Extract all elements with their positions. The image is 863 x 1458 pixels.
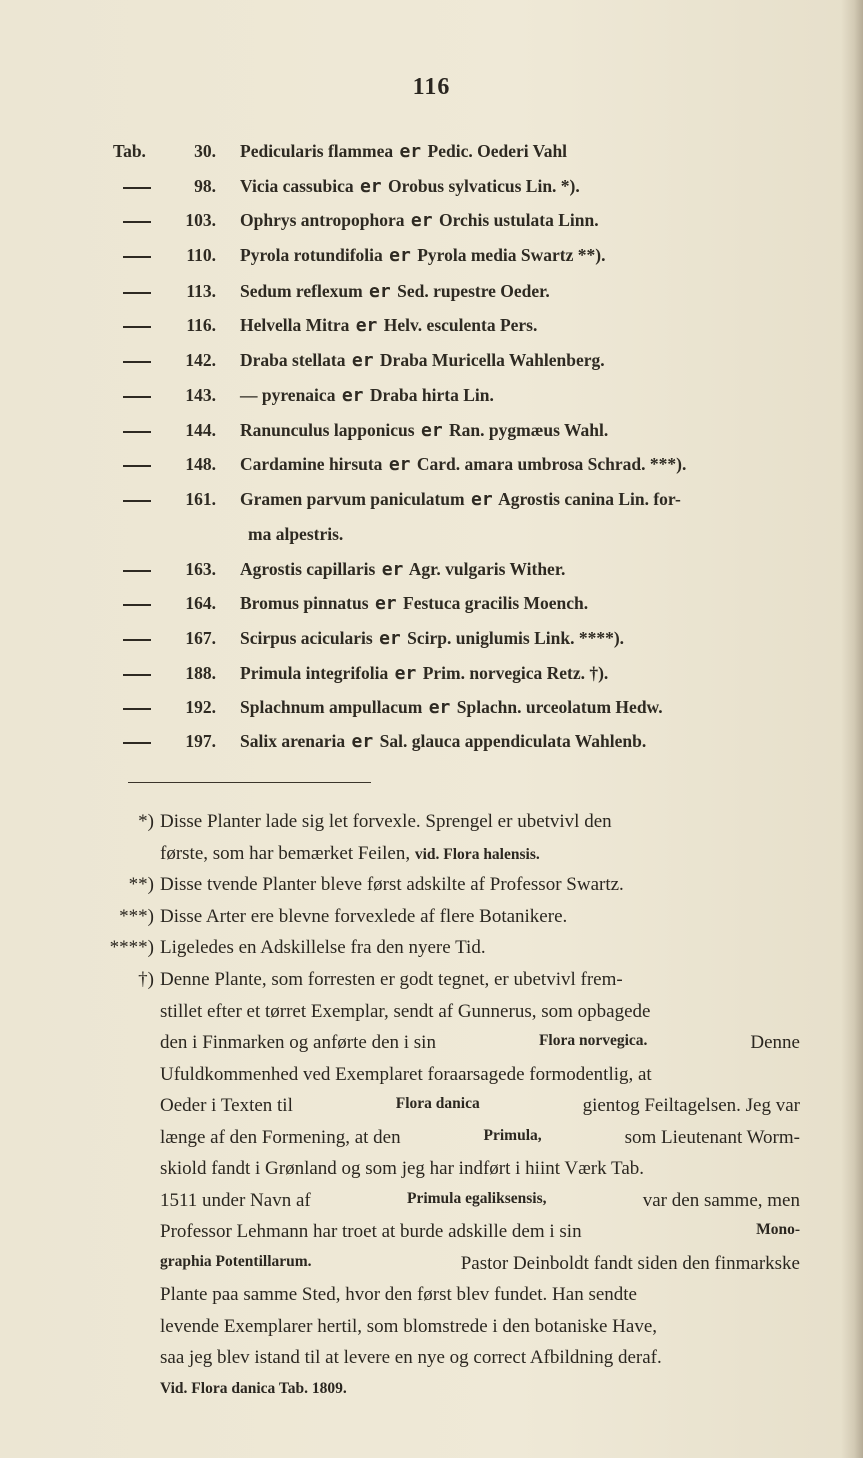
footnote-text: Denne [750,1032,800,1053]
footnote-line: levende Exemplarer hertil, som blomstrede i den botaniske Have, [160,1316,658,1337]
latin-text: Flora norvegica. [538,1032,648,1049]
ditto-dash [113,385,175,406]
er-word: er [389,245,411,266]
table-row [0,281,863,309]
table-row [0,697,863,725]
footnote-text: længe af den Formening, at den [160,1127,401,1148]
table-row [0,593,863,621]
er-word: er [381,559,404,580]
ditto-dash [113,628,175,649]
ditto-dash [113,281,175,302]
species-name: — pyrenaica [240,385,336,405]
tab-label: Tab. [113,141,146,161]
synonym-name: Sed. rupestre Oeder. [397,281,550,301]
latin-text: Primula egaliksensis, [406,1190,547,1207]
footnote-line: Plante paa samme Sted, hvor den først blev fundet. Han sendte [160,1284,637,1305]
er-word: er [351,350,374,371]
table-row [0,176,863,204]
footnote-text: som Lieutenant Worm- [624,1127,800,1148]
footnote-line: Disse Arter ere blevne forvexlede af flere Botanikere. [160,906,568,927]
species-name: Gramen parvum paniculatum [240,489,465,509]
species-name: Draba stellata [240,350,346,370]
er-word: er [355,315,378,336]
footnote-line [160,1032,800,1060]
table-row [0,350,863,378]
er-word: er [369,281,391,302]
footnote-line: Disse Planter lade sig let forvexle. Sprengel er ubetvivl den [160,811,612,832]
footnote-line: stillet efter et tørret Exemplar, sendt af Gunnerus, som opbagede [160,1001,651,1022]
footnote-text: var den samme, men [642,1190,800,1211]
entry [240,176,580,197]
entry [240,245,605,266]
plate-number: 110. [186,245,216,265]
footnote-text: Professor Lehmann har troet at burde adskille dem i sin [160,1221,582,1242]
synonym-name: Ran. pygmæus Wahl. [449,420,609,440]
table-row [0,454,863,482]
plate-number: 116. [186,315,216,335]
ditto-dash [113,245,175,266]
synonym-name: Pedic. Oederi Vahl [427,141,568,161]
er-word: er [351,731,374,752]
entry [240,385,494,406]
table-row [0,210,863,238]
plate-number: 142. [185,350,216,370]
footnote-mark: *) [138,811,154,832]
ditto-dash [113,176,175,197]
synonym-name: Pyrola media Swartz **). [417,245,606,265]
latin-text: Flora danica [395,1095,480,1112]
table-row [0,489,863,517]
table-row-continuation [0,524,863,552]
plate-number: 103. [185,210,216,230]
er-word: er [374,593,397,614]
plate-number: 143. [185,385,216,405]
entry [240,731,646,752]
species-name: Vicia cassubica [240,176,354,196]
ditto-dash [113,593,175,614]
entry [240,281,550,302]
species-name: Bromus pinnatus [240,593,369,613]
er-word: er [394,663,417,684]
table-row [0,663,863,691]
species-name: Primula integrifolia [240,663,389,683]
table-row [0,559,863,587]
plate-number: 161. [185,489,216,509]
footnote-line: saa jeg blev istand til at levere en nye og correct Afbildning deraf. [160,1347,662,1368]
footnote-line [160,1127,800,1155]
footnote-text: gientog Feiltagelsen. Jeg var [582,1095,800,1116]
footnote-line [160,1095,800,1123]
species-name: Cardamine hirsuta [240,454,383,474]
footnote-line: Ufuldkommenhed ved Exemplaret foraarsagede formodentlig, at [160,1064,652,1085]
synonym-name: Card. amara umbrosa Schrad. ***). [416,454,687,474]
synonym-name: Festuca gracilis Moench. [403,593,589,613]
entry [240,697,663,718]
footnote-text: Oeder i Texten til [160,1095,293,1116]
species-name: Salix arenaria [240,731,346,751]
er-word: er [399,141,422,162]
entry [240,663,608,684]
plate-number: 113. [186,281,216,301]
species-name: Ranunculus lapponicus [240,420,415,440]
page-number: 116 [412,74,451,100]
entry [240,489,681,510]
synonym-name: Orchis ustulata Linn. [438,210,599,230]
plate-number: 192. [185,697,216,717]
species-name: Ophrys antropophora [240,210,405,230]
table-row [0,315,863,343]
entry-continuation: ma alpestris. [248,524,344,544]
species-name: Sedum reflexum [240,281,363,301]
footnote-mark: ***) [119,906,154,927]
ditto-dash [113,489,175,510]
ditto-dash [113,315,175,336]
er-word: er [379,628,401,649]
footnote-text: 1511 under Navn af [160,1190,311,1211]
entry [240,141,567,162]
er-word: er [359,176,382,197]
entry [240,315,537,336]
plate-number: 30. [194,141,216,161]
plate-number: 167. [185,628,216,648]
footnote-text: den i Finmarken og anførte den i sin [160,1032,436,1053]
footnote-text: Pastor Deinboldt fandt siden den finmarkske [460,1253,800,1274]
synonym-name: Draba hirta Lin. [369,385,494,405]
footnote-mark: **) [128,874,154,895]
table-row [0,385,863,413]
er-word: er [341,385,364,406]
ditto-dash [113,420,175,441]
footnote-line: Disse tvende Planter bleve først adskilte af Professor Swartz. [160,874,624,895]
ditto-dash [113,454,175,475]
plate-number: 148. [185,454,216,474]
synonym-name: Sal. glauca appendiculata Wahlenb. [379,731,647,751]
footnote-line [160,1221,800,1249]
ditto-dash [113,697,175,718]
ditto-dash [113,731,175,752]
synonym-name: Prim. norvegica Retz. †). [422,663,609,683]
table-row [0,245,863,273]
er-word: er [420,420,443,441]
entry [240,628,624,649]
latin-text: Primula, [483,1127,542,1144]
footnote-mark: †) [138,969,154,990]
entry [240,454,686,475]
er-word: er [470,489,493,510]
plate-number: 98. [194,176,216,196]
footnote-mark: ****) [109,937,154,958]
table-row [0,141,863,169]
plate-number: 144. [185,420,216,440]
footnote-separator [128,782,371,783]
latin-text: Mono- [756,1221,800,1238]
plate-number: 188. [185,663,216,683]
species-name: Agrostis capillaris [240,559,376,579]
plate-number: 197. [185,731,216,751]
entry [240,420,608,441]
table-row [0,420,863,448]
footnote-line: Ligeledes en Adskillelse fra den nyere Tid. [160,937,486,958]
er-word: er [428,697,451,718]
plate-number: 163. [185,559,216,579]
footnote-line [160,1253,800,1281]
footnote-line: Denne Plante, som forresten er godt tegnet, er ubetvivl frem- [160,969,623,990]
species-name: Helvella Mitra [240,315,350,335]
synonym-name: Helv. esculenta Pers. [383,315,538,335]
synonym-name: Agr. vulgaris Wither. [408,559,566,579]
table-row [0,731,863,759]
entry [240,350,605,371]
synonym-name: Orobus sylvaticus Lin. *). [388,176,580,196]
species-name: Scirpus acicularis [240,628,373,648]
footnote-line: Vid. Flora danica Tab. 1809. [160,1380,347,1397]
synonym-name: Splachn. urceolatum Hedw. [456,697,663,717]
latin-text: graphia Potentillarum. [160,1253,312,1270]
footnote-text: første, som har bemærket Feilen, [160,843,411,864]
latin-text: vid. Flora halensis. [414,846,540,863]
ditto-dash [113,663,175,684]
footnote-line [160,843,800,871]
entry [240,593,588,614]
synonym-name: Draba Muricella Wahlenberg. [379,350,605,370]
er-word: er [388,454,411,475]
ditto-dash [113,559,175,580]
entry [240,210,599,231]
synonym-name: Agrostis canina Lin. for- [498,489,681,509]
entry [240,559,565,580]
species-name: Pedicularis flammea [240,141,394,161]
table-row [0,628,863,656]
plate-number: 164. [185,593,216,613]
species-name: Splachnum ampullacum [240,697,423,717]
footnote-line [160,1190,800,1218]
er-word: er [410,210,433,231]
footnote-line: skiold fandt i Grønland og som jeg har indført i hiint Værk Tab. [160,1158,644,1179]
species-name: Pyrola rotundifolia [240,245,383,265]
synonym-name: Scirp. uniglumis Link. ****). [407,628,625,648]
ditto-dash [113,350,175,371]
ditto-dash [113,210,175,231]
